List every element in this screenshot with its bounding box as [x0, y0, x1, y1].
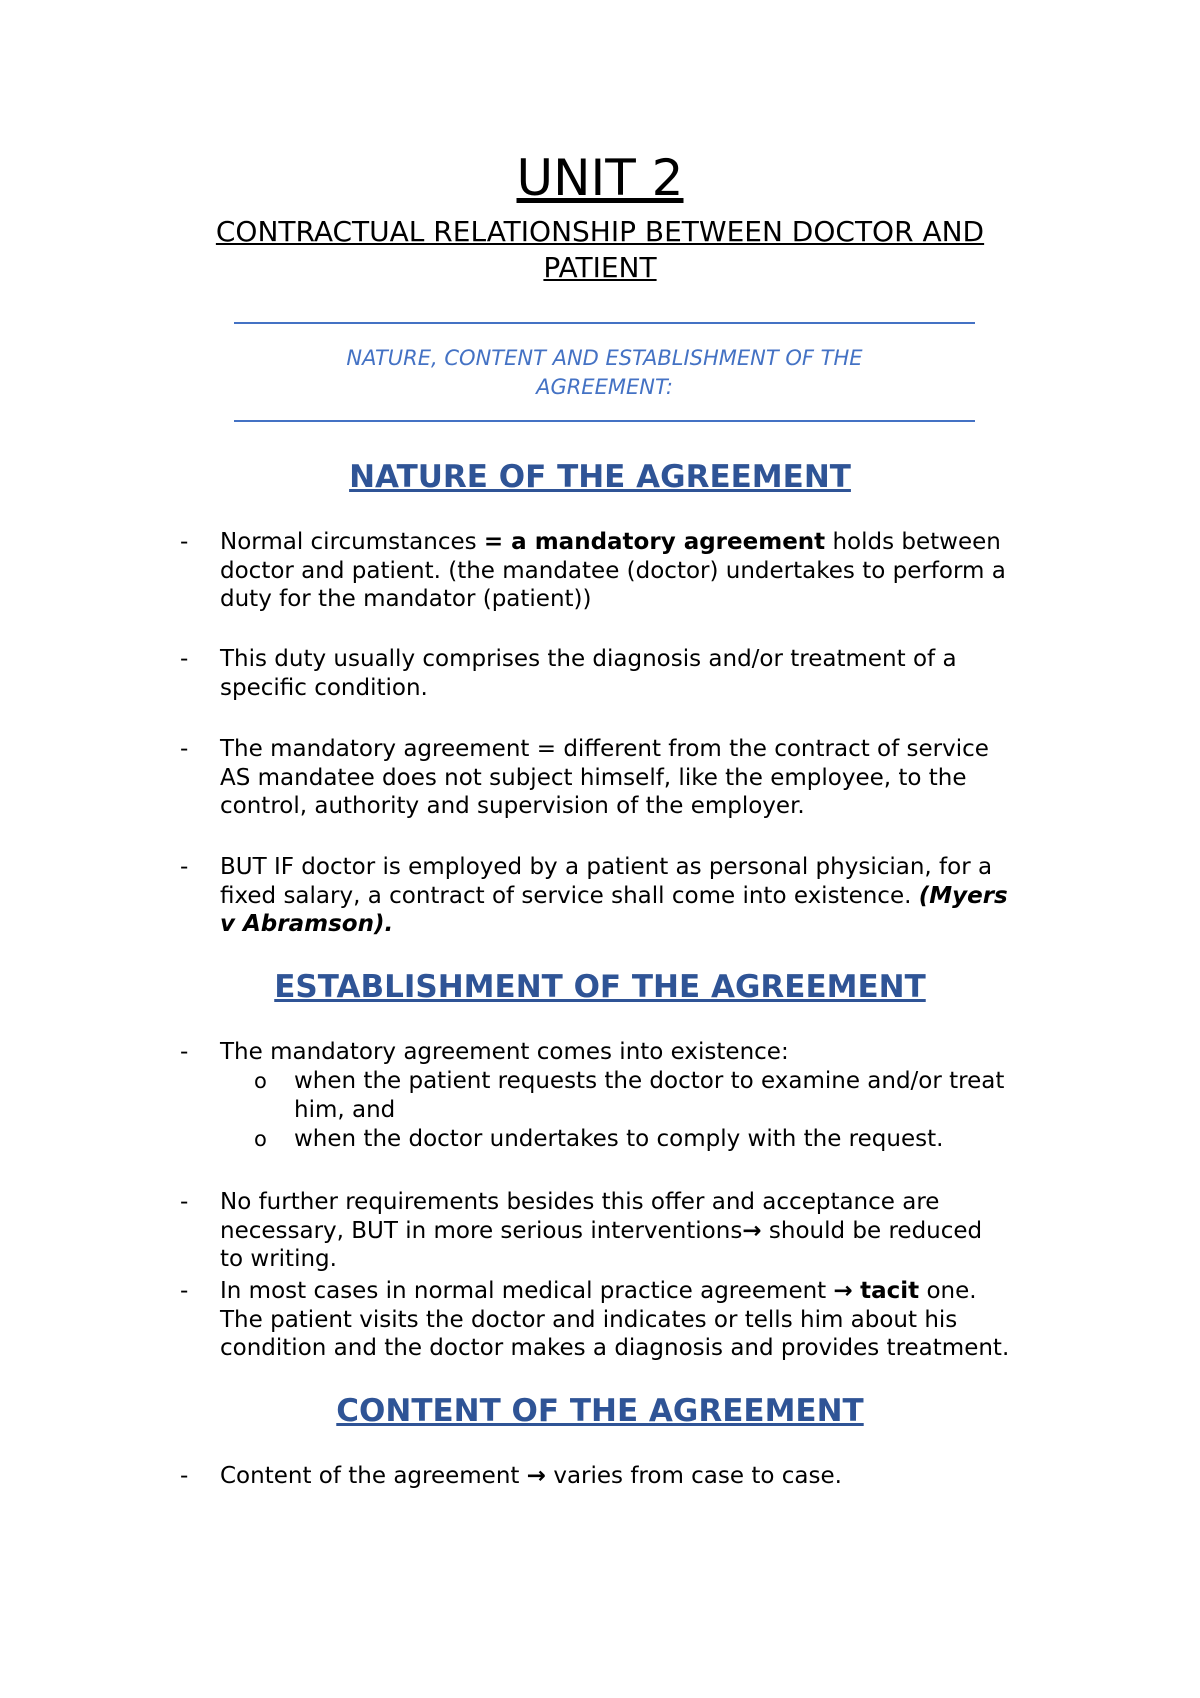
- quote-line-1: NATURE, CONTENT AND ESTABLISHMENT OF THE: [346, 346, 863, 370]
- dash-bullet: -: [180, 646, 189, 672]
- dash-bullet: -: [180, 854, 189, 880]
- list-item-text: No further requirements besides this offer and acceptance are necessary, BUT in more serious interventions→ should be reduced to writing.: [220, 1189, 983, 1272]
- circle-bullet-icon: o: [254, 1127, 267, 1151]
- dash-bullet: -: [180, 1278, 189, 1304]
- list-item-text: BUT IF doctor is employed by a patient as personal physician, for a fixed salary, a contract of service shall come into existence. (Myers v Abramson).: [220, 854, 1008, 937]
- case-citation: v Abramson).: [220, 911, 394, 937]
- sub-list-item-text: when the patient requests the doctor to examine and/or treat him, and: [294, 1068, 1005, 1123]
- case-citation: (Myers: [918, 882, 1008, 909]
- sub-list-item-text: when the doctor undertakes to comply with the request.: [294, 1126, 944, 1152]
- list-item-text: Normal circumstances = a mandatory agreement holds between doctor and patient. (the mandatee (doctor) undertakes to perform a duty for the mandator (patient)): [220, 529, 1006, 612]
- page-title: UNIT 2: [516, 149, 684, 207]
- list-item-text: The mandatory agreement comes into existence:: [220, 1039, 789, 1065]
- heading-content: CONTENT OF THE AGREEMENT: [336, 1393, 864, 1429]
- dash-bullet: -: [180, 529, 189, 555]
- list-item-text: Content of the agreement → varies from case to case.: [220, 1463, 842, 1489]
- subtitle-line-2: PATIENT: [543, 251, 657, 284]
- quote-bottom-rule: [234, 420, 975, 422]
- dash-bullet: -: [180, 736, 189, 762]
- list-item-text: In most cases in normal medical practice agreement → tacit one. The patient visits the doctor and indicates or tells him about his condition and the doctor makes a diagnosis and provides treatment.: [220, 1278, 1010, 1361]
- intense-quote: [234, 344, 975, 402]
- list-item-text: The mandatory agreement = different from the contract of service AS mandatee does not subject himself, like the employee, to the control, authority and supervision of the employer.: [220, 736, 989, 819]
- heading-establishment: ESTABLISHMENT OF THE AGREEMENT: [274, 969, 926, 1005]
- arrow-right-icon: →: [742, 1217, 762, 1244]
- heading-nature: NATURE OF THE AGREEMENT: [349, 459, 851, 495]
- dash-bullet: -: [180, 1189, 189, 1215]
- dash-bullet: -: [180, 1039, 189, 1065]
- circle-bullet-icon: o: [254, 1069, 267, 1093]
- quote-line-2: AGREEMENT:: [536, 375, 673, 399]
- dash-bullet: -: [180, 1463, 189, 1489]
- page-subtitle: [150, 214, 1050, 286]
- arrow-right-icon: →: [833, 1278, 853, 1304]
- subtitle-line-1: CONTRACTUAL RELATIONSHIP BETWEEN DOCTOR AND: [215, 215, 985, 248]
- quote-top-rule: [234, 322, 975, 324]
- list-item-text: This duty usually comprises the diagnosis and/or treatment of a specific condition.: [220, 646, 957, 701]
- arrow-right-icon: →: [526, 1463, 547, 1489]
